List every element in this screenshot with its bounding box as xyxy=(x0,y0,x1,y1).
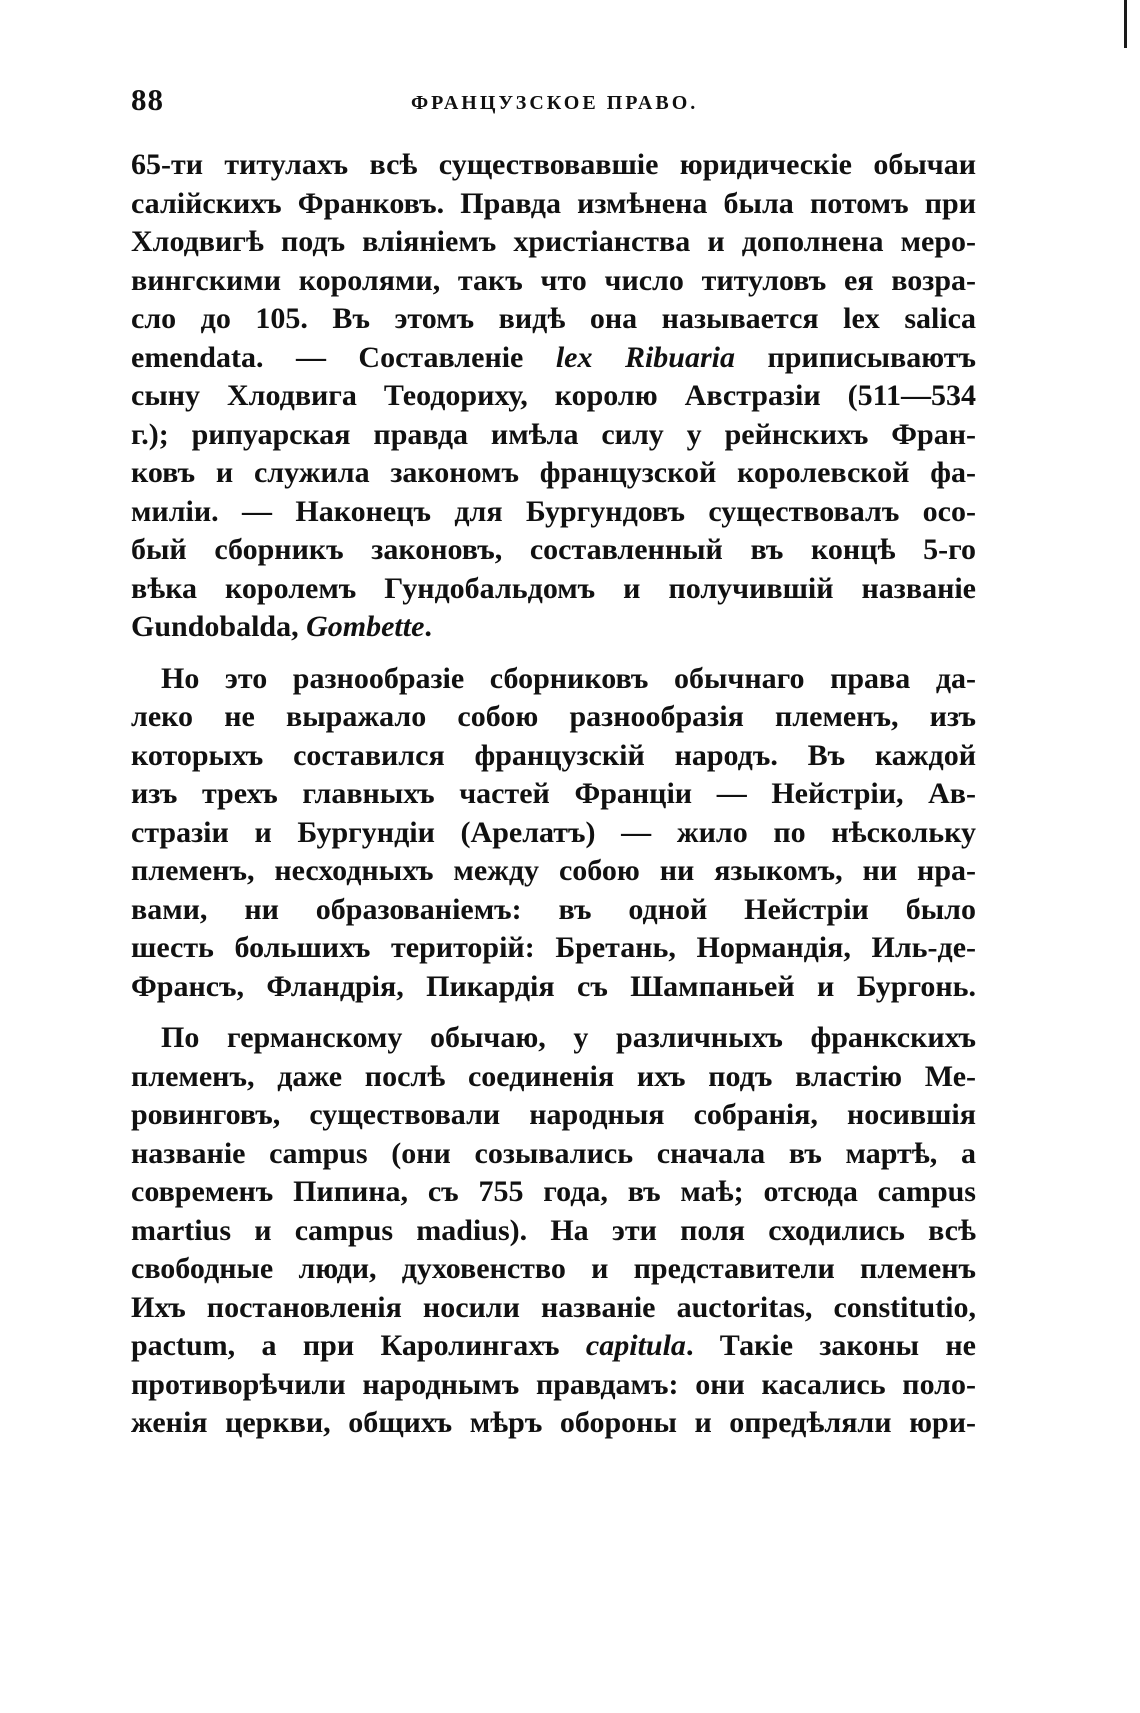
text-line: Но это разнообразіе сборниковъ обычнаго права да- xyxy=(161,661,976,695)
page-number: 88 xyxy=(131,82,164,117)
text-line: которыхъ составился французскій народъ. Въ каждой xyxy=(131,738,976,772)
text-line: стразіи и Бургундіи (Арелатъ) — жило по нѣскольку xyxy=(131,815,976,849)
text-line: бый сборникъ законовъ, составленный въ концѣ 5-го xyxy=(131,533,976,566)
text-line: племенъ, даже послѣ соединенія ихъ подъ властію Ме- xyxy=(131,1059,976,1093)
paragraph-2 xyxy=(131,660,976,1007)
text-line: женія церкви, общихъ мѣръ обороны и опредѣляли юри- xyxy=(131,1406,976,1439)
text-line: свободные люди, духовенство и представители племенъ xyxy=(131,1252,976,1285)
text-line: миліи. — Наконецъ для Бургундовъ существовалъ осо- xyxy=(131,494,976,528)
paragraph-1 xyxy=(131,146,976,647)
text-line: ковъ и служила закономъ французской королевской фа- xyxy=(131,456,976,489)
text-line: вами, ни образованіемъ: въ одной Нейстріи было xyxy=(131,892,976,926)
text-line: вѣка королемъ Гундобальдомъ и получившій названіе xyxy=(131,571,976,605)
text-line: 65-ти титулахъ всѣ существовавшіе юридическіе обычаи xyxy=(131,148,976,181)
text-line: ровинговъ, существовали народныя собранія, носившія xyxy=(131,1098,976,1131)
text-line: современъ Пипина, съ 755 года, въ маѣ; отсюда campus xyxy=(131,1175,976,1208)
text-line: Gundobalda, Gombette. xyxy=(131,610,432,643)
text-line: шесть большихъ територій: Бретань, Нормандія, Иль-де- xyxy=(131,931,976,964)
text-line: Ихъ постановленія носили названіе auctoritas, constitutio, xyxy=(131,1290,976,1324)
text-line: леко не выражало собою разнообразія племенъ, изъ xyxy=(131,700,976,733)
running-title: ФРАНЦУЗСКОЕ ПРАВО. xyxy=(411,92,699,114)
paragraph-3 xyxy=(131,1019,976,1443)
book-page xyxy=(131,82,976,1443)
text-line: противорѣчили народнымъ правдамъ: они касались поло- xyxy=(131,1367,976,1401)
text-line: изъ трехъ главныхъ частей Франціи — Нейстріи, Ав- xyxy=(131,777,976,810)
text-line: салійскихъ Франковъ. Правда измѣнена была потомъ при xyxy=(131,186,976,220)
text-line: вингскими королями, такъ что число титуловъ ея возра- xyxy=(131,263,976,297)
body-text xyxy=(131,146,976,1443)
text-line: Франсъ, Фландрія, Пикардія съ Шампаньей и Бургонь. xyxy=(131,969,976,1003)
text-line: martius и campus madius). На эти поля сходились всѣ xyxy=(131,1213,976,1247)
text-line: По германскому обычаю, у различныхъ франкскихъ xyxy=(161,1021,976,1054)
text-line: pactum, а при Каролингахъ capitula. Такіе законы не xyxy=(131,1329,976,1362)
text-line: г.); рипуарская правда имѣла силу у рейнскихъ Фран- xyxy=(131,417,976,451)
page-edge-rule xyxy=(1124,0,1127,48)
text-line: Хлодвигѣ подъ вліяніемъ христіанства и дополнена меро- xyxy=(131,225,976,258)
text-line: названіе campus (они созывались сначала въ мартѣ, а xyxy=(131,1136,976,1170)
italic-term: Gombette xyxy=(306,610,425,643)
italic-term: capitula xyxy=(585,1329,686,1362)
text-line: emendata. — Составленіе lex Ribuaria приписываютъ xyxy=(131,340,976,374)
text-line: сыну Хлодвига Теодориху, королю Австразіи (511—534 xyxy=(131,379,976,412)
italic-term: lex Ribuaria xyxy=(555,340,735,374)
running-header xyxy=(131,82,976,126)
text-line: племенъ, несходныхъ между собою ни языкомъ, ни нра- xyxy=(131,854,976,887)
text-line: сло до 105. Въ этомъ видѣ она называется lex salica xyxy=(131,302,976,335)
